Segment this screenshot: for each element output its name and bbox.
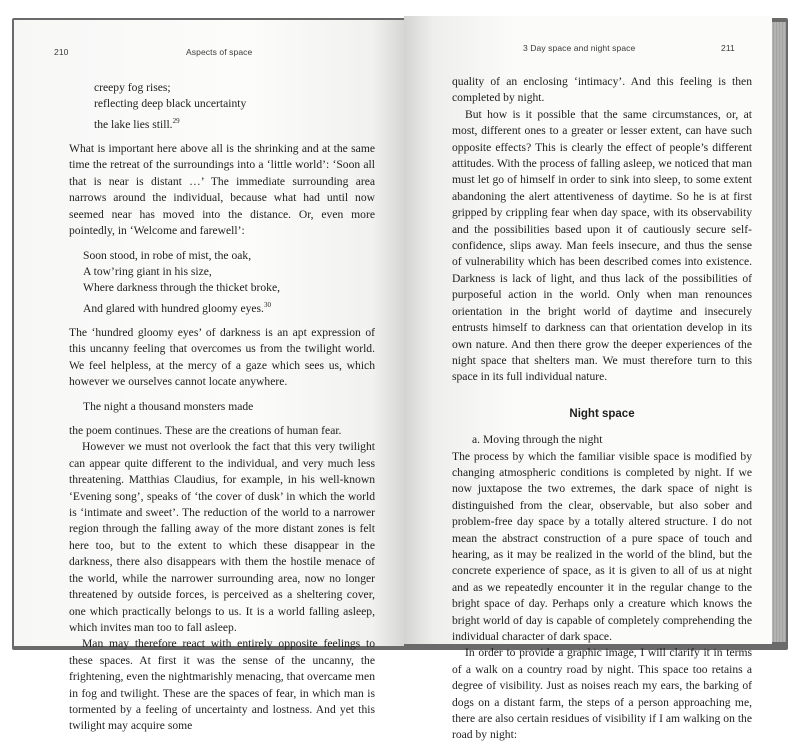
footnote-ref: 29 bbox=[172, 116, 180, 125]
verse-line: The night a thousand monsters made bbox=[83, 399, 254, 413]
footnote-ref: 30 bbox=[263, 300, 271, 309]
subsection-heading: a. Moving through the night bbox=[472, 433, 603, 447]
verse-line: Soon stood, in robe of mist, the oak, bbox=[83, 248, 252, 262]
paragraph: But how is it possible that the same circumstances, or, at most, different ones to a greater or lesser extent, can have such opposite effects? This is clearly the effect of people’s different attitudes. With the process of falling asleep, we noticed that man must let go of himself in order to sink into sleep, to some extent abandoning the alert attentiveness of daytime. So he is at first gripped by crippling fear when day space, with its observability and the possibilities based upon it of cautiously secure self-confidence, slips away. Man feels insecure, and thus the sense of vulnerability which has been described comes into existence. Darkness is lack of light, and thus lack of the possibilities of purposeful action in the world. Only when man renounces orientation in the bright world of daytime and insecurely entrusts himself to darkness can that orientation develop in its own nature. And then there grow the deeper experiences of the night space that shelters man. We must therefore turn to this space in its full individual nature. bbox=[452, 107, 752, 384]
right-page-number: 211 bbox=[721, 43, 735, 53]
verse-excerpt-2 bbox=[69, 248, 375, 317]
paragraph: However we must not overlook the fact that this very twilight can appear quite different to the individual, and very much less threatening. Matthias Claudius, for example, in his well-known ‘Evening song’, speaks of ‘the cover of dusk’ in which the world is ‘intimate and sweet’. The reduction of the world to a narrower region through the falling away of the more distant zones is felt here too, but to the extent to which these disappear in the darkness, there also disappears with them the hostile menace of the world, while the narrower surrounding area, now no longer threatened by outside forces, is perceived as a sheltering cover, one which practically belongs to us. It is a world falling asleep, which invites man too to fall asleep. bbox=[69, 440, 375, 634]
paragraph: What is important here above all is the shrinking and at the same time the retreat of the surroundings into a ‘little world’: ‘Soon all that is near is distant …’ The immediate surrounding area narrows around the individual, because what had until now seemed near has moved into the distance. Or, even more pointedly, in ‘Welcome and farewell’: bbox=[69, 142, 375, 238]
right-running-head: 3 Day space and night space bbox=[523, 43, 636, 53]
verse-line: creepy fog rises; bbox=[94, 81, 171, 94]
left-page-number: 210 bbox=[54, 47, 69, 57]
left-page-text bbox=[69, 80, 375, 735]
paragraph: the poem continues. These are the creations of human fear. bbox=[69, 424, 342, 438]
right-page bbox=[404, 16, 772, 742]
left-running-head: Aspects of space bbox=[186, 47, 253, 57]
section-heading: Night space bbox=[569, 407, 635, 420]
verse-line: reflecting deep black uncertainty bbox=[94, 97, 247, 111]
verse-excerpt-1 bbox=[69, 80, 375, 133]
paragraph: In order to provide a graphic image, I will clarify it in terms of a walk on a country road by night. This space too retains a degree of visibility. Just as noises reach my ears, the barking of dogs on a distant farm, the steps of a person approaching me, there are also certain residues of visibility if I am walking on the road by night: bbox=[452, 646, 752, 742]
verse-line: And glared with hundred gloomy eyes.$^{30}$ bbox=[83, 300, 271, 315]
verse-line: the lake lies still.$^{29}$ bbox=[94, 116, 180, 131]
paragraph: quality of an enclosing ‘intimacy’. And this feeling is then completed by night. bbox=[452, 75, 752, 105]
left-page bbox=[14, 20, 404, 733]
paragraph: Man may therefore react with entirely opposite feelings to these spaces. At first it was the sense of the uncanny, the frightening, even the nightmarishly menacing, that overcame men in fog and twilight. These are the spaces of fear, in which man is tormented by a feeling of uncertainty and lostness. And yet this twilight may acquire some bbox=[69, 637, 375, 733]
verse-line: Where darkness through the thicket broke, bbox=[83, 281, 281, 295]
paragraph: The ‘hundred gloomy eyes’ of darkness is an apt expression of this uncanny feeling that overcomes us from the twilight world. We feel helpless, at the mercy of a gaze which sees us, which however we ourselves cannot locate anywhere. bbox=[69, 326, 375, 389]
right-page-text bbox=[452, 74, 752, 744]
verse-line: A tow’ring giant in his size, bbox=[83, 264, 212, 278]
verse-excerpt-3 bbox=[69, 399, 375, 415]
page-edges bbox=[772, 22, 786, 642]
paragraph: The process by which the familiar visible space is modified by changing atmospheric conditions is completed by night. If we now juxtapose the two extremes, the dark space of night is distinguished from the clear, observable, but also sober and problem-free day space by a totally altered structure. I do not mean the abstract construction of a pure space of touch and hearing, as it may be realized in the world of the blind, but the concrete experience of space, as it is given to all of us at night and as we repeatedly encounter it in the regular change to the bright space of day. Perhaps only a creature which knows the bright world of day is capable of completely comprehending the individual character of dark space. bbox=[452, 449, 752, 643]
